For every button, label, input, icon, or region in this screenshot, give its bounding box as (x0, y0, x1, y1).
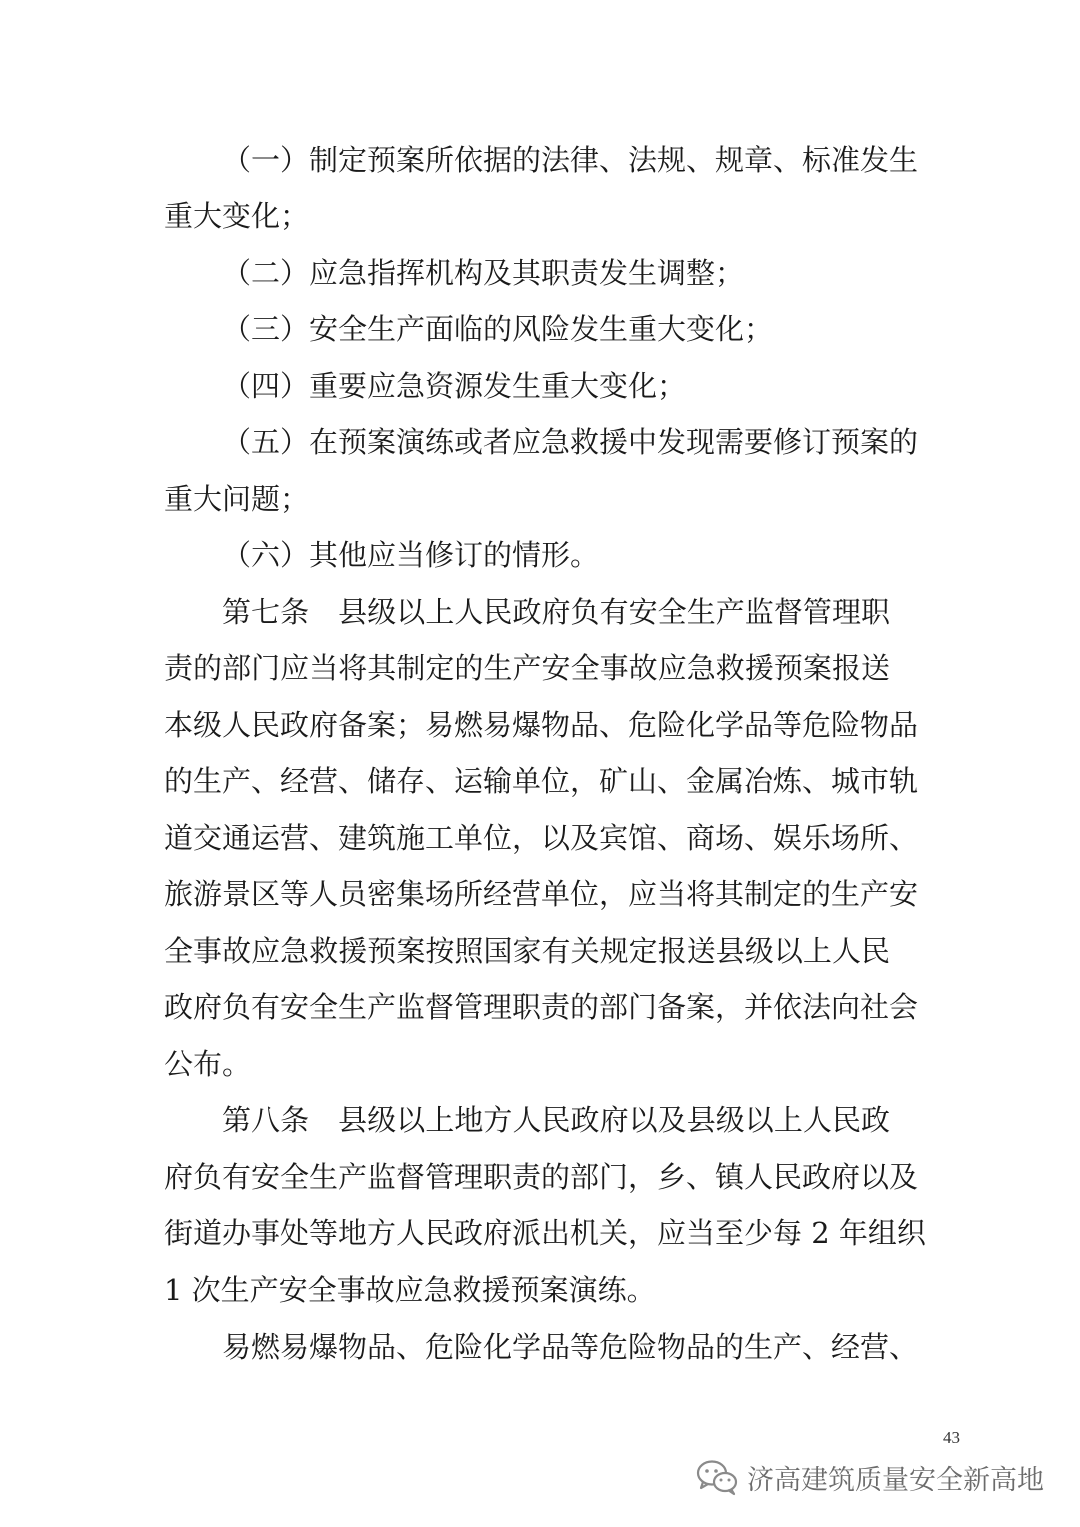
text-line: （三）安全生产面临的风险发生重大变化； (222, 312, 774, 346)
text-line: 第八条 县级以上地方人民政府以及县级以上人民政 (222, 1103, 890, 1137)
text-line: 公布。 (164, 1047, 252, 1081)
text-line: 易燃易爆物品、危险化学品等危险物品的生产、经营、 (222, 1330, 919, 1364)
text-line: 重大问题； (164, 482, 310, 516)
page-number: 43 (943, 1428, 960, 1447)
watermark (695, 1455, 1044, 1499)
text-line: （五）在预案演练或者应急救援中发现需要修订预案的 (222, 425, 919, 459)
text-line: 全事故应急救援预案按照国家有关规定报送县级以上人民 (164, 934, 890, 968)
text-line: （六）其他应当修订的情形。 (222, 538, 600, 572)
text-line: 责的部门应当将其制定的生产安全事故应急救援预案报送 (164, 651, 890, 685)
text-line: 政府负有安全生产监督管理职责的部门备案，并依法向社会 (164, 990, 919, 1024)
watermark-text: 济高建筑质量安全新高地 (747, 1464, 1044, 1496)
text-line: 1 次生产安全事故应急救援预案演练。 (164, 1273, 656, 1307)
text-line: （二）应急指挥机构及其职责发生调整； (222, 256, 745, 290)
text-line: （四）重要应急资源发生重大变化； (222, 369, 687, 403)
text-line: 重大变化； (164, 199, 310, 233)
text-line: （一）制定预案所依据的法律、法规、规章、标准发生 (222, 143, 919, 177)
text-line: 街道办事处等地方人民政府派出机关，应当至少每 2 年组织 (164, 1216, 926, 1250)
wechat-icon (695, 1457, 739, 1497)
text-line: 本级人民政府备案；易燃易爆物品、危险化学品等危险物品 (164, 708, 919, 742)
text-line: 府负有安全生产监督管理职责的部门，乡、镇人民政府以及 (164, 1160, 919, 1194)
text-line: 第七条 县级以上人民政府负有安全生产监督管理职 (222, 595, 890, 629)
text-line: 旅游景区等人员密集场所经营单位，应当将其制定的生产安 (164, 877, 919, 911)
text-line: 的生产、经营、储存、运输单位，矿山、金属冶炼、城市轨 (164, 764, 919, 798)
text-line: 道交通运营、建筑施工单位，以及宾馆、商场、娱乐场所、 (164, 821, 919, 855)
